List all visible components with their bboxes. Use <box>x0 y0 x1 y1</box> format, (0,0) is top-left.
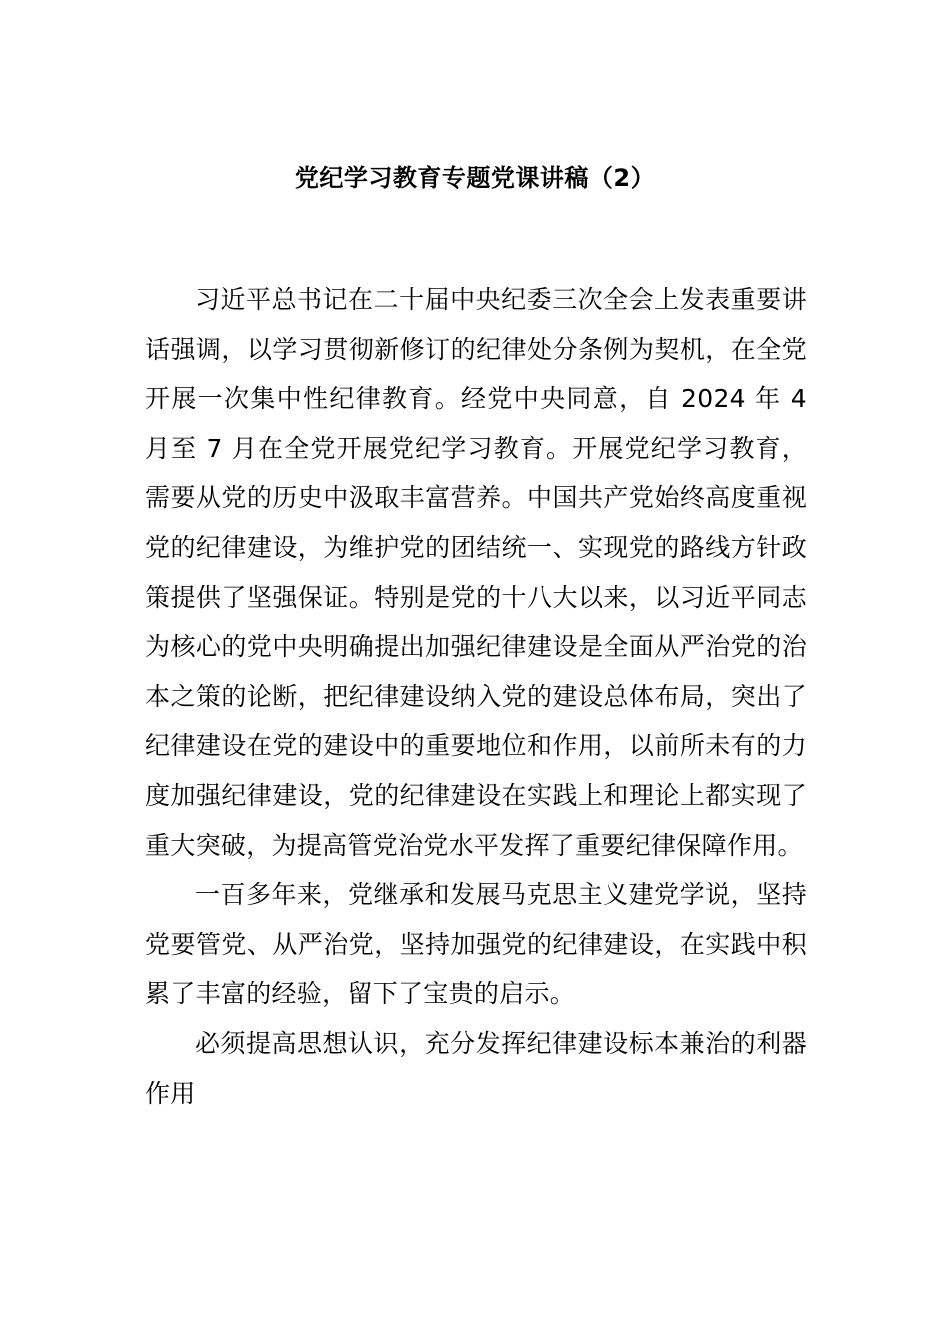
paragraph-1: 习近平总书记在二十届中央纪委三次全会上发表重要讲话强调，以学习贯彻新修订的纪律处分条例为契机，在全党开展一次集中性纪律教育。经党中央同意，自 2024 年 4 月至 7 月在全党开展党纪学习教育。开展党纪学习教育，需要从党的历史中汲取丰富营养。中国共产党始终高度重视党的纪律建设，为维护党的团结统一、实现党的路线方针政策提供了坚强保证。特别是党的十八大以来，以习近平同志为核心的党中央明确提出加强纪律建设是全面从严治党的治本之策的论断，把纪律建设纳入党的建设总体布局，突出了纪律建设在党的建设中的重要地位和作用，以前所未有的力度加强纪律建设，党的纪律建设在实践上和理论上都实现了重大突破，为提高管党治党水平发挥了重要纪律保障作用。 <box>145 285 807 860</box>
paragraph-3: 必须提高思想认识，充分发挥纪律建设标本兼治的利器作用 <box>145 1028 807 1108</box>
document-body <box>145 275 807 1118</box>
paragraph-2: 一百多年来，党继承和发展马克思主义建党学说，坚持党要管党、从严治党，坚持加强党的纪律建设，在实践中积累了丰富的经验，留下了宝贵的启示。 <box>145 880 807 1009</box>
document-title: 党纪学习教育专题党课讲稿（2） <box>294 164 656 192</box>
